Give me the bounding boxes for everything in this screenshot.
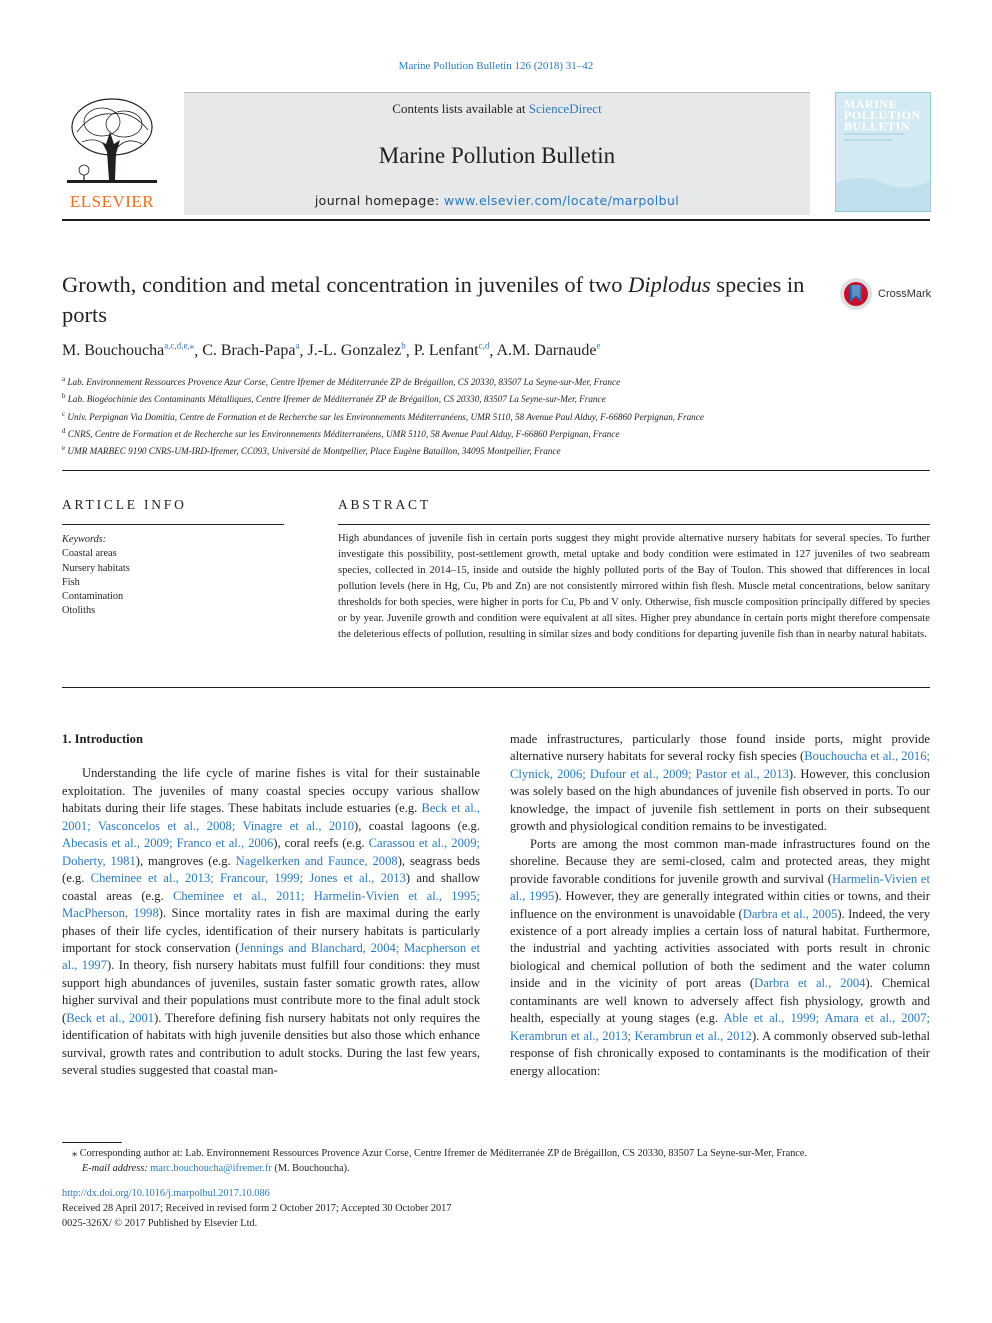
affiliation-key: b — [62, 392, 66, 401]
affiliation — [62, 407, 822, 424]
journal-homepage — [184, 193, 810, 208]
affiliation-text: Lab. Environnement Ressources Provence Azur Corse, Centre Ifremer de Méditerranée ZP de Brégaillon, CS 20330, 83507 La Seyne-sur-Mer, France — [67, 377, 621, 388]
paragraph-text: ). Chemical contaminants are well known to adversely affect fish physiology, growth and health, especially at young stages (e.g. — [510, 976, 930, 1026]
paragraph-text: Ports are among the most common man-made infrastructures found on the shoreline. Because they are semi-closed, calm and protected areas, they might provide favorable conditions for juvenile growth and survival ( — [510, 836, 930, 886]
author-separator: , — [299, 342, 308, 360]
crossmark-icon — [838, 276, 874, 312]
title-part-1: Growth, condition and metal concentration in juveniles of two — [62, 272, 629, 297]
cover-title-line-3: BULLETIN — [844, 119, 911, 133]
paragraph-text: Understanding the life cycle of marine fishes is vital for their sustainable exploitation. The juveniles of many coastal species occupy various shallow habitats during their life stages. These habitats include estuaries (e.g. — [62, 766, 480, 816]
author-list — [62, 341, 930, 360]
paragraph-text: made infrastructures, particularly those found inside ports, might provide alternative nursery habitats for several rocky fish species ( — [510, 732, 930, 764]
body-column-left — [62, 731, 480, 1080]
author-name: P. Lenfant — [413, 342, 479, 360]
citation-link[interactable]: Darbra et al., 2005 — [742, 906, 838, 921]
article-info-divider — [62, 524, 284, 525]
keywords-list — [62, 533, 284, 619]
citation-link[interactable]: Harmelin-Vivien et al., 1995 — [510, 871, 930, 904]
paragraph-text: ), mangroves (e.g. — [135, 853, 236, 868]
section-divider — [62, 470, 930, 471]
keyword: Fish — [62, 576, 80, 588]
author-affiliation-marks[interactable]: a — [295, 341, 300, 351]
affiliation — [62, 441, 822, 458]
affiliation-key: d — [62, 427, 66, 436]
keywords-label: Keywords: — [62, 534, 107, 545]
publication-info — [62, 1186, 930, 1231]
affiliation — [62, 389, 822, 406]
cover-title-line-2: POLLUTION — [844, 108, 921, 122]
journal-name: Marine Pollution Bulletin — [378, 143, 616, 168]
author-name: J.-L. Gonzalez — [307, 342, 402, 360]
body-paragraph — [510, 836, 930, 1080]
keyword: Contamination — [62, 591, 124, 603]
author-separator: , — [194, 342, 203, 360]
citation-link[interactable]: Carassou et al., 2009; Doherty, 1981 — [62, 836, 480, 868]
article-info-heading: ARTICLE INFO — [62, 497, 187, 512]
citation-link[interactable]: Cheminee et al., 2013; Francour, 1999; Jones et al., 2013 — [90, 871, 406, 886]
left-paragraphs — [62, 765, 480, 1079]
footnote-divider — [62, 1142, 122, 1143]
right-paragraphs — [510, 731, 930, 1080]
author-affiliation-marks[interactable]: e — [596, 341, 601, 351]
author-affiliation-marks[interactable]: b — [401, 341, 406, 351]
journal-reference[interactable]: Marine Pollution Bulletin 126 (2018) 31–42 — [398, 60, 594, 72]
paragraph-text: ), coral reefs (e.g. — [273, 836, 369, 851]
cover-title-line-1: MARINE — [844, 97, 897, 111]
author[interactable] — [414, 342, 490, 359]
email-suffix: (M. Bouchoucha). — [271, 1163, 350, 1174]
paragraph-text: ). However, they are generally integrated within cities or towns, and their influence on the environment is unavoidable ( — [510, 889, 930, 921]
body-column-right — [510, 731, 930, 1080]
cover-wave-graphic — [836, 93, 930, 211]
paragraph-text: ). In theory, fish nursery habitats must fulfill four conditions: they must support high abundances of juveniles, sustain faster somatic growth rates, allow higher survival and their populations must contribute more to the final adult stock ( — [62, 958, 480, 1025]
elsevier-tree-logo[interactable] — [62, 92, 162, 212]
crossmark-badge[interactable] — [838, 276, 938, 310]
paragraph-text: ). Therefore defining fish nursery habitats not only requires the identification of habitats with high juvenile densities but also those which enhance survival, growth rates and contribution to adult stocks. During the last few years, several studies suggested that coastal man- — [62, 1010, 480, 1078]
title-part-2: species in ports — [62, 272, 805, 327]
paragraph-text: ), coastal lagoons (e.g. — [354, 818, 481, 833]
author-name: M. Bouchoucha — [62, 342, 165, 360]
keyword: Coastal areas — [62, 548, 117, 560]
author[interactable] — [496, 342, 600, 359]
author-separator: , — [489, 342, 497, 360]
journal-header — [62, 92, 930, 223]
keyword: Otoliths — [62, 605, 96, 617]
abstract-text: High abundances of juvenile fish in certain ports suggest they might provide alternative nursery habitats for several species. To further investigate this possibility, post-settlement growth, metal uptake and body condition were estimated in 127 juveniles of two seabream species, collected in 2014–15, inside and outside the highly polluted ports of the Bay of Toulon. This showed that differences in local pollution levels (here in Hg, Cu, Pb and Zn) are not consistently mirrored within fish flesh. Muscle metal concentrations, below sanitary thresholds for both species, were higher in ports for Cu, Pb and V only. Otherwise, fish muscle composition principally differed by species or by year. Juvenile growth and condition were equivalent at all sites. Higher prey abundance in certain ports might therefore compensate the deleterious effects of pollution, resulting in similar sizes and body conditions for departing juvenile fish than in nearby natural habitats. — [338, 533, 930, 640]
affiliation-key: e — [62, 444, 66, 453]
footnote — [62, 1146, 930, 1176]
paragraph-text: ), seagrass beds (e.g. — [62, 853, 481, 886]
citation-link[interactable]: Nagelkerken and Faunce, 2008 — [235, 853, 398, 868]
journal-banner — [184, 92, 810, 215]
email-link[interactable]: marc.bouchoucha@ifremer.fr — [150, 1163, 272, 1174]
doi-link[interactable]: http://dx.doi.org/10.1016/j.marpolbul.2017.10.086 — [62, 1188, 270, 1199]
affiliation-text: CNRS, Centre de Formation et de Recherche sur les Environnements Méditerranéens, UMR 5110, 58 Avenue Paul Alduy, F-66860 Perpignan, France — [67, 429, 620, 440]
author[interactable] — [308, 342, 406, 359]
author-affiliation-marks[interactable]: c,d — [478, 341, 490, 351]
journal-cover-thumbnail[interactable] — [835, 92, 931, 212]
paragraph-text: ). Indeed, the very existence of a port already implies a certain loss of natural habitat. Furthermore, the industrial and yachting activities associated with ports result in chronic biological and chemical pollution of both the sediment and the water column inside and in the vicinity of port areas ( — [510, 906, 930, 991]
abstract-heading: ABSTRACT — [338, 497, 431, 512]
affiliation-key: c — [62, 409, 66, 418]
citation-link[interactable]: Able et al., 1999; Amara et al., 2007; Kerambrun et al., 2013; Kerambrun et al., 2012 — [510, 1011, 930, 1043]
citation-link[interactable]: Bouchoucha et al., 2016; Clynick, 2006; Dufour et al., 2009; Pastor et al., 2013 — [510, 749, 930, 781]
citation-link[interactable]: Abecasis et al., 2009; Franco et al., 2006 — [62, 836, 274, 851]
copyright: 0025-326X/ © 2017 Published by Elsevier Ltd. — [62, 1218, 258, 1229]
homepage-prefix: journal homepage: — [314, 193, 444, 208]
body-paragraph — [510, 731, 930, 836]
section-divider — [62, 687, 930, 688]
corresponding-author-note: ⁎ Corresponding author at: Lab. Environnement Ressources Provence Azur Corse, Centre Ifremer de Méditerranée ZP de Brégaillon, CS 20330, 83507 La Seyne-sur-Mer, France. — [72, 1148, 808, 1159]
body-paragraph — [62, 765, 480, 1079]
author[interactable] — [202, 342, 299, 359]
abstract-divider — [338, 524, 930, 525]
affiliation-text: Lab. Biogéochimie des Contaminants Métalliques, Centre Ifremer de Méditerranée ZP de Brégaillon, CS 20330, 83507 La Seyne-sur-Mer, France — [67, 394, 606, 405]
paragraph-text: ). A commonly observed sub-lethal response of fish chronically exposed to contaminants is the modification of their energy allocation: — [510, 1028, 930, 1078]
contents-prefix: Contents lists available at — [392, 101, 529, 116]
article-title — [62, 270, 822, 330]
keyword: Nursery habitats — [62, 562, 130, 574]
sciencedirect-link[interactable]: ScienceDirect — [528, 101, 602, 116]
paragraph-text: ). However, this conclusion was solely based on the high abundances of juvenile fish observed in ports. To our knowledge, the impact of juvenile fish settlement in ports on their subsequent growth and physiological condition remains to be investigated. — [510, 766, 930, 834]
affiliation — [62, 372, 822, 389]
received-dates: Received 28 April 2017; Received in revised form 2 October 2017; Accepted 30 October 2017 — [62, 1203, 452, 1214]
homepage-link[interactable]: www.elsevier.com/locate/marpolbul — [443, 193, 680, 208]
author[interactable] — [62, 342, 194, 359]
affiliation-list — [62, 372, 822, 459]
citation-link[interactable]: Jennings and Blanchard, 2004; Macpherson et al., 1997 — [62, 940, 480, 973]
title-genus: Diplodus — [628, 272, 711, 297]
header-divider — [62, 219, 930, 221]
citation-link[interactable]: Beck et al., 2001 — [66, 1010, 155, 1025]
author-name: A.M. Darnaude — [496, 342, 597, 360]
affiliation-text: UMR MARBEC 9190 CNRS-UM-IRD-Ifremer, CC093, Université de Montpellier, Place Eugène Bataillon, 34095 Montpellier, France — [67, 446, 561, 457]
affiliation-text: Univ. Perpignan Via Domitia, Centre de Formation et de Recherche sur les Environnements Méditerranéens, UMR 5110, 58 Avenue Paul Alduy, F-66860 Perpignan, France — [67, 411, 704, 422]
citation-link[interactable]: Cheminee et al., 2011; Harmelin-Vivien et al., 1995; MacPherson, 1998 — [62, 888, 480, 921]
email-label: E-mail address: — [82, 1163, 151, 1174]
author-affiliation-marks[interactable]: a,c,d,e,⁎ — [164, 341, 195, 351]
contents-line — [184, 101, 810, 117]
citation-link[interactable]: Beck et al., 2001; Vasconcelos et al., 2008; Vinagre et al., 2010 — [62, 801, 481, 833]
citation-link[interactable]: Darbra et al., 2004 — [754, 976, 866, 991]
email-line — [62, 1161, 930, 1176]
paragraph-text: ) and shallow coastal areas (e.g. — [62, 871, 480, 903]
elsevier-wordmark: ELSEVIER — [69, 192, 155, 211]
crossmark-label: CrossMark — [878, 288, 932, 300]
affiliation-key: a — [62, 375, 66, 383]
author-name: C. Brach-Papa — [202, 342, 296, 360]
section-heading: 1. Introduction — [62, 732, 143, 746]
author-separator: , — [405, 342, 414, 360]
affiliation — [62, 424, 822, 441]
paragraph-text: ). Since mortality rates in fish are maximal during the early phases of their life cycles, identification of their nursery habitats is particularly important for stock conservation ( — [62, 906, 480, 955]
